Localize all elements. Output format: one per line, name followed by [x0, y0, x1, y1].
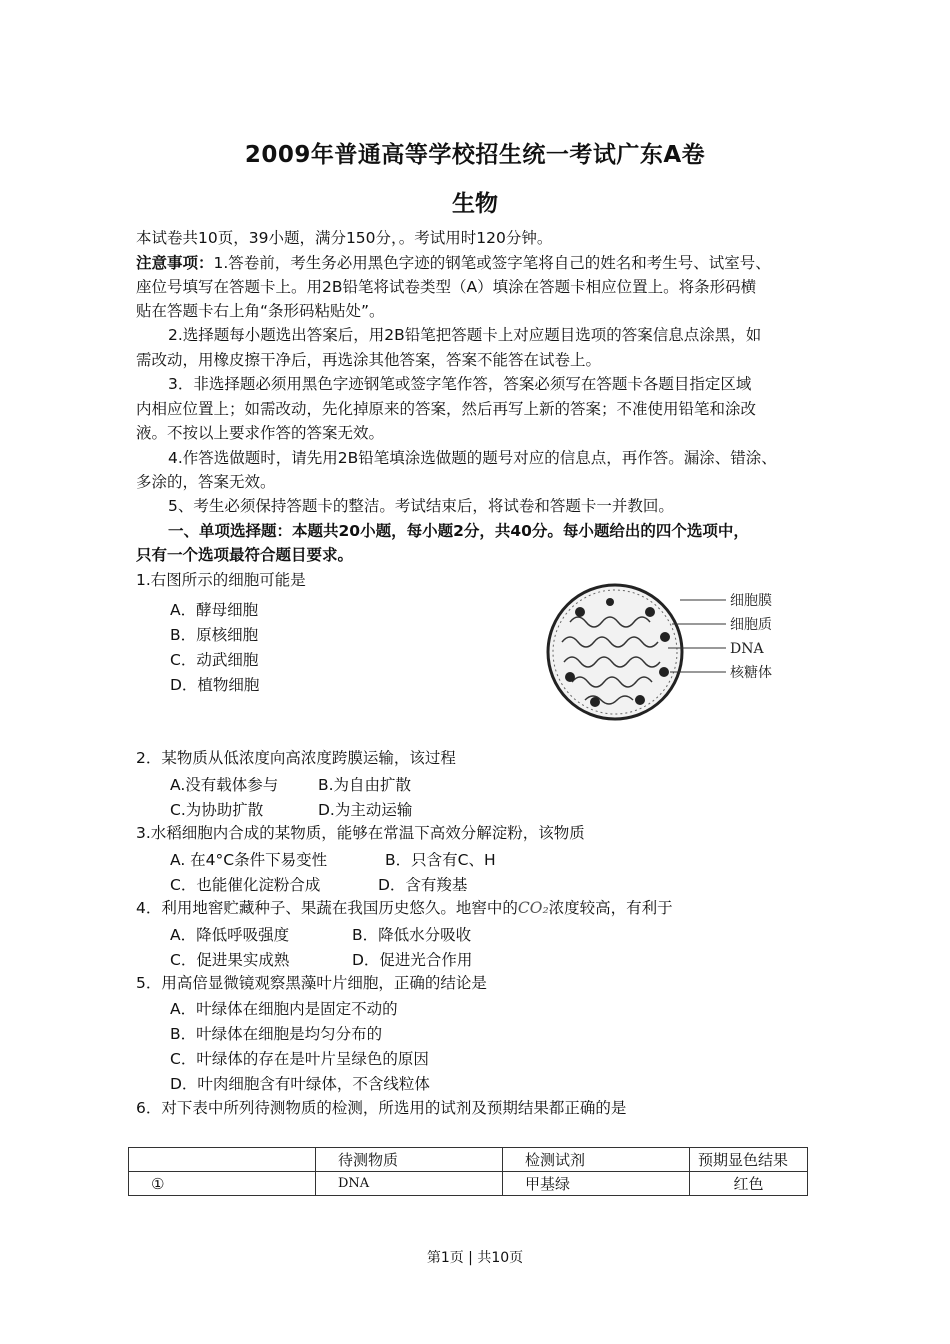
ribosome-dot	[590, 697, 600, 707]
q1-stem: 1.右图所示的细胞可能是	[136, 571, 306, 589]
q3-stem: 3.水稻细胞内合成的某物质，能够在常温下高效分解淀粉，该物质	[136, 824, 585, 842]
notice-line-1c: 贴在答题卡右上角“条形码粘贴处”。	[136, 302, 385, 320]
cell-membrane-shape	[548, 585, 682, 719]
q1-option-c: C．动武细胞	[170, 651, 259, 669]
q5-option-d: D．叶肉细胞含有叶绿体，不含线粒体	[170, 1075, 430, 1093]
table-header-cell: 检测试剂	[503, 1148, 690, 1172]
q4-co2: CO₂	[517, 899, 549, 917]
notice-text: 1.答卷前，考生务必用黑色字迹的钢笔或签字笔将自己的姓名和考生号、试室号、	[213, 254, 771, 272]
q4-stem	[136, 896, 673, 920]
q3-option-c: C．也能催化淀粉合成	[170, 876, 321, 894]
q4-option-c: C．促进果实成熟	[170, 951, 290, 969]
table-row	[129, 1172, 808, 1196]
q2-option-d: D.为主动运输	[318, 801, 413, 819]
diagram-label-dna: DNA	[730, 641, 764, 657]
notice-line-4a: 4.作答选做题时，请先用2B铅笔填涂选做题的题号对应的信息点，再作答。漏涂、错涂、	[168, 449, 777, 467]
ribosome-dot	[660, 632, 670, 642]
notice-line-3c: 液。不按以上要求作答的答案无效。	[136, 424, 385, 442]
ribosome-dot	[645, 607, 655, 617]
table-header-cell: 待测物质	[316, 1148, 503, 1172]
q1-option-a: A．酵母细胞	[170, 601, 259, 619]
q5-option-a: A．叶绿体在细胞内是固定不动的	[170, 1000, 398, 1018]
notice-line-1a	[136, 251, 771, 275]
q1-option-d: D．植物细胞	[170, 676, 260, 694]
intro-line: 本试卷共10页，39小题，满分150分，。考试用时120分钟。	[136, 229, 553, 247]
exam-subject: 生物	[452, 191, 498, 217]
q2-stem: 2．某物质从低浓度向高浓度跨膜运输，该过程	[136, 749, 456, 767]
q2-option-b: B.为自由扩散	[318, 776, 412, 794]
q4-option-a: A．降低呼吸强度	[170, 926, 290, 944]
diagram-label-ribosome: 核糖体	[730, 665, 772, 681]
section-heading-b: 只有一个选项最符合题目要求。	[136, 546, 354, 564]
notice-line-2a: 2.选择题每小题选出答案后，用2B铅笔把答题卡上对应题目选项的答案信息点涂黑，如	[168, 326, 762, 344]
ribosome-dot	[575, 607, 585, 617]
q2-option-a: A.没有载体参与	[170, 776, 279, 794]
notice-line-5: 5、考生必须保持答题卡的整洁。考试结束后，将试卷和答题卡一并教回。	[168, 497, 674, 515]
q5-option-c: C．叶绿体的存在是叶片呈绿色的原因	[170, 1050, 429, 1068]
table-cell: 甲基绿	[503, 1172, 690, 1196]
notice-line-4b: 多涂的，答案无效。	[136, 473, 276, 491]
table-cell: DNA	[316, 1172, 503, 1196]
cell-diagram	[540, 582, 810, 722]
q5-option-b: B．叶绿体在细胞是均匀分布的	[170, 1025, 383, 1043]
q2-option-c: C.为协助扩散	[170, 801, 264, 819]
diagram-label-cytoplasm: 细胞质	[730, 617, 772, 633]
table-cell: ①	[129, 1172, 316, 1196]
q6-stem: 6．对下表中所列待测物质的检测，所选用的试剂及预期结果都正确的是	[136, 1099, 627, 1117]
table-header-cell: 预期显色结果	[690, 1148, 808, 1172]
q4-stem-part-b: 浓度较高，有利于	[548, 899, 673, 917]
table-header-row	[129, 1148, 808, 1172]
table-cell: 红色	[690, 1172, 808, 1196]
q4-stem-part-a: 4．利用地窖贮藏种子、果蔬在我国历史悠久。地窖中的	[136, 899, 518, 917]
q3-option-a: A. 在4°C条件下易变性	[170, 851, 328, 869]
table-header-cell	[129, 1148, 316, 1172]
notice-label: 注意事项：	[136, 254, 214, 272]
ribosome-dot	[659, 667, 669, 677]
ribosome-dot	[606, 598, 614, 606]
notice-line-2b: 需改动，用橡皮擦干净后，再选涂其他答案，答案不能答在试卷上。	[136, 351, 602, 369]
q3-option-d: D．含有羧基	[378, 876, 468, 894]
q1-option-b: B．原核细胞	[170, 626, 259, 644]
exam-title: 2009年普通高等学校招生统一考试广东A卷	[244, 142, 706, 168]
q4-option-b: B．降低水分吸收	[352, 926, 472, 944]
diagram-label-membrane: 细胞膜	[730, 593, 772, 609]
q5-stem: 5．用高倍显微镜观察黑藻叶片细胞，正确的结论是	[136, 974, 487, 992]
notice-line-3a: 3．非选择题必须用黑色字迹钢笔或签字笔作答，答案必须写在答题卡各题目指定区域	[168, 375, 752, 393]
q6-table	[128, 1147, 808, 1196]
notice-line-1b: 座位号填写在答题卡上。用2B铅笔将试卷类型（A）填涂在答题卡相应位置上。将条形码横	[136, 278, 757, 296]
q4-option-d: D．促进光合作用	[352, 951, 473, 969]
ribosome-dot	[635, 695, 645, 705]
section-heading-a: 一、单项选择题：本题共20小题，每小题2分，共40分。每小题给出的四个选项中，	[168, 522, 749, 540]
ribosome-dot	[565, 672, 575, 682]
notice-line-3b: 内相应位置上；如需改动，先化掉原来的答案，然后再写上新的答案；不准使用铅笔和涂改	[136, 400, 757, 418]
page-footer: 第1页 | 共10页	[426, 1250, 524, 1266]
q3-option-b: B．只含有C、H	[385, 851, 496, 869]
